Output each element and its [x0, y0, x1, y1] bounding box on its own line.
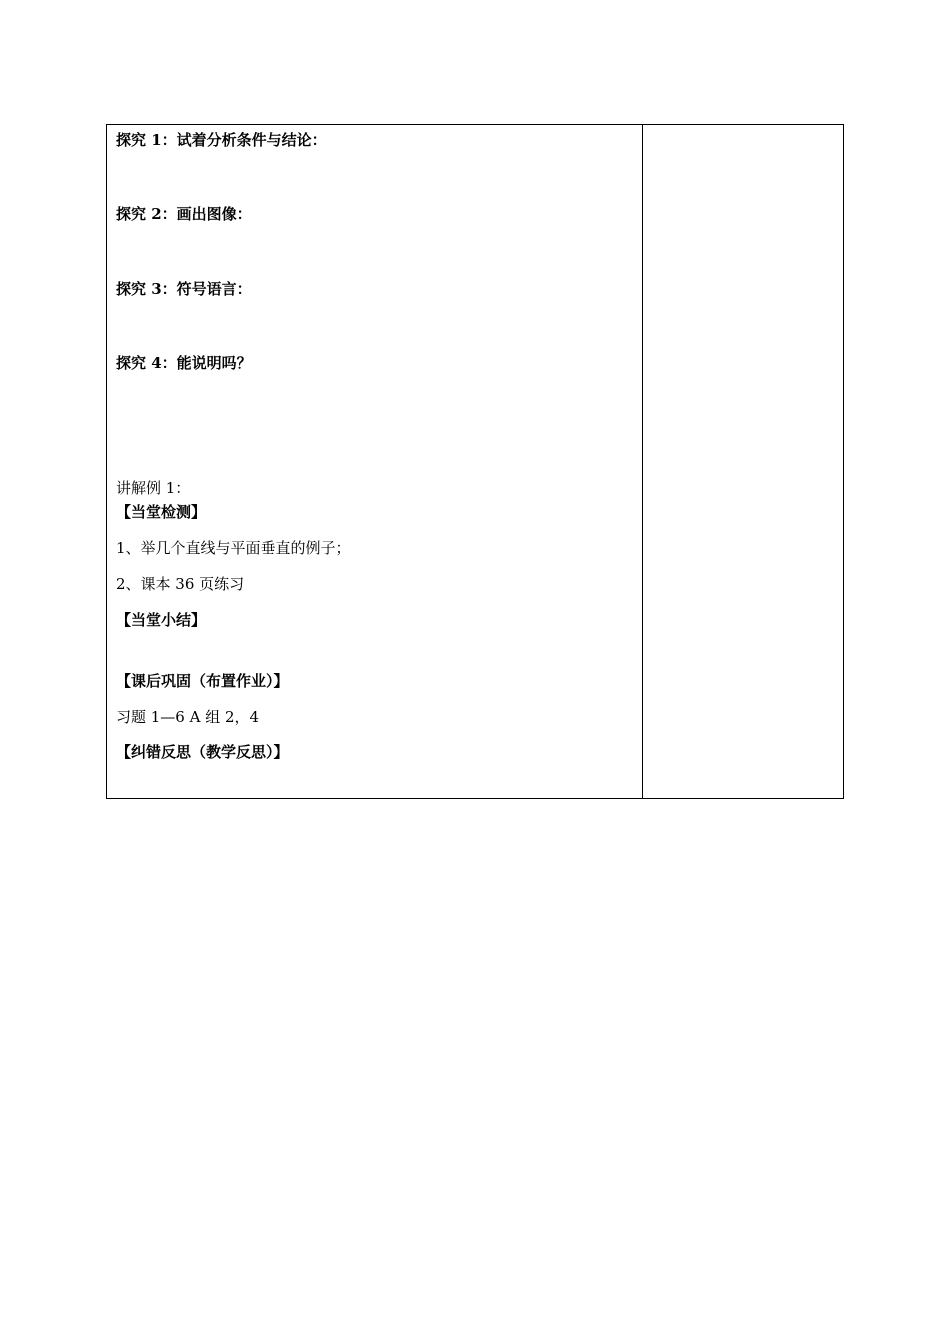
explore-4	[116, 354, 252, 372]
explore-4-text: 能说明吗？	[176, 354, 252, 372]
check-item-1: 1、举几个直线与平面垂直的例子；	[116, 539, 351, 557]
explore-1-text: 试着分析条件与结论：	[176, 131, 327, 149]
explore-1	[116, 131, 327, 149]
homework-text: 习题 1—6 A 组 2，4	[116, 708, 260, 726]
homework-heading: 【课后巩固（布置作业）】	[116, 672, 289, 690]
explore-1-label: 探究 1：	[116, 131, 177, 149]
summary-heading: 【当堂小结】	[116, 611, 207, 629]
example-heading: 讲解例 1：	[116, 479, 191, 497]
explore-3	[116, 280, 252, 298]
reflection-heading: 【纠错反思（教学反思）】	[116, 743, 289, 761]
explore-3-label: 探究 3：	[116, 280, 177, 298]
check-heading: 【当堂检测】	[116, 503, 207, 521]
explore-2-label: 探究 2：	[116, 205, 177, 223]
explore-3-text: 符号语言：	[176, 280, 252, 298]
lesson-content-cell	[107, 125, 642, 798]
check-item-2: 2、课本 36 页练习	[116, 575, 245, 593]
notes-cell	[643, 125, 843, 798]
explore-4-label: 探究 4：	[116, 354, 177, 372]
lesson-table	[106, 124, 844, 799]
explore-2-text: 画出图像：	[176, 205, 252, 223]
explore-2	[116, 205, 252, 223]
